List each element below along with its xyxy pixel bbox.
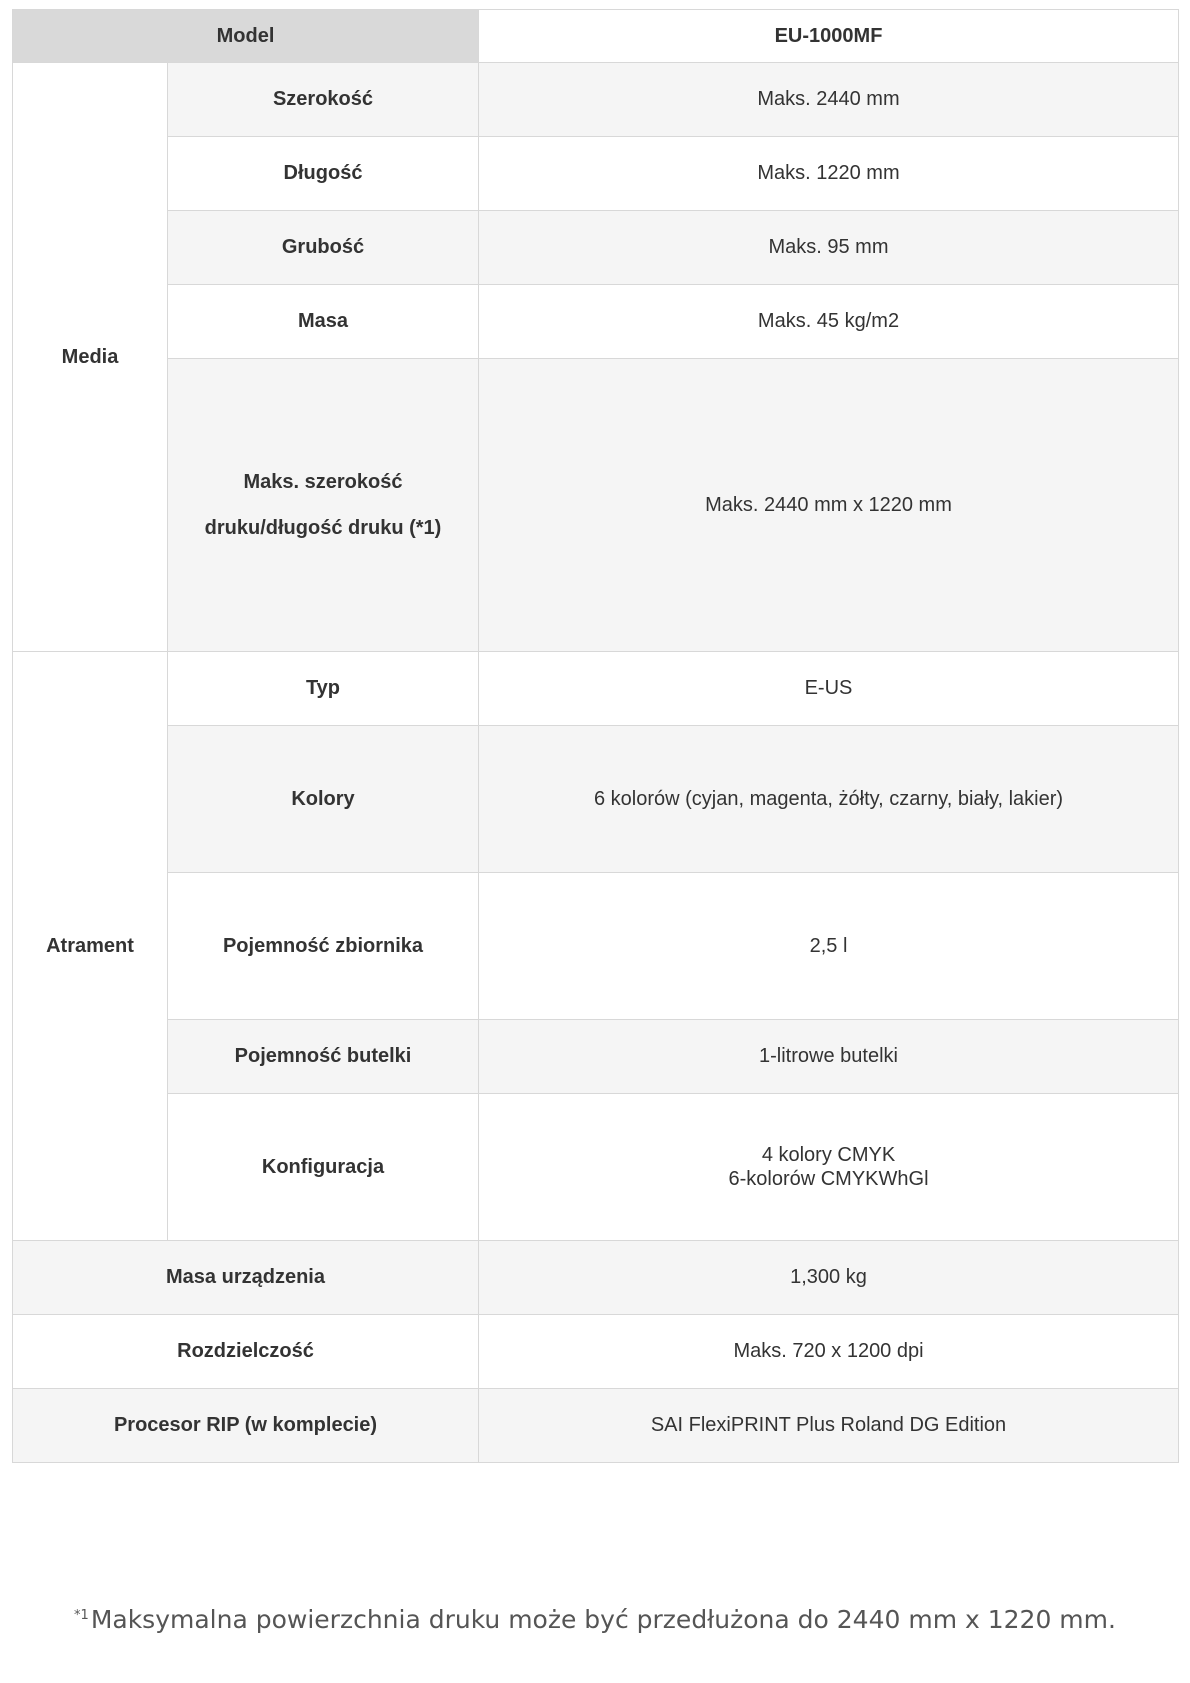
table-row [13,285,1179,359]
table-row [13,873,1179,1020]
footnote-text: Maksymalna powierzchnia druku może być przedłużona do 2440 mm x 1220 mm. [90,1605,1116,1634]
spec-table [12,9,1179,1463]
table-row [13,726,1179,873]
table-row [13,1315,1179,1389]
row-label: Rozdzielczość [13,1315,479,1389]
table-row [13,1020,1179,1094]
row-label: Grubość [168,211,479,285]
row-value: 6 kolorów (cyjan, magenta, żółty, czarny, biały, lakier) [479,726,1179,873]
header-row [13,10,1179,63]
group-label-ink: Atrament [13,652,168,1241]
row-label: Masa [168,285,479,359]
row-value: Maks. 95 mm [479,211,1179,285]
row-value: 1-litrowe butelki [479,1020,1179,1094]
row-label: Procesor RIP (w komplecie) [13,1389,479,1463]
header-model-label: Model [13,10,479,63]
row-value: Maks. 45 kg/m2 [479,285,1179,359]
row-label: Konfiguracja [168,1094,479,1241]
row-value: Maks. 1220 mm [479,137,1179,211]
row-label-print-size [168,359,479,652]
row-label: Pojemność butelki [168,1020,479,1094]
row-value: E-US [479,652,1179,726]
group-label-media: Media [13,63,168,652]
table-row [13,1389,1179,1463]
row-label: Długość [168,137,479,211]
table-row [13,63,1179,137]
table-row [13,1241,1179,1315]
row-value: Maks. 720 x 1200 dpi [479,1315,1179,1389]
table-row [13,359,1179,652]
table-row [13,1094,1179,1241]
table-row [13,137,1179,211]
row-label: Masa urządzenia [13,1241,479,1315]
row-label: Kolory [168,726,479,873]
row-value: Maks. 2440 mm [479,63,1179,137]
row-value: Maks. 2440 mm x 1220 mm [479,359,1179,652]
table-row [13,652,1179,726]
header-model-value: EU-1000MF [479,10,1179,63]
footnote-marker: *1 [74,1608,89,1623]
table-row [13,211,1179,285]
row-value-configuration [479,1094,1179,1241]
row-label: Szerokość [168,63,479,137]
row-label: Pojemność zbiornika [168,873,479,1020]
footnote [0,1605,1190,1634]
row-value: 1,300 kg [479,1241,1179,1315]
row-value-line: 4 kolory CMYK [761,1144,896,1166]
row-label-line: druku/długość druku (*1) [204,517,442,539]
row-label-line: Maks. szerokość [243,471,403,493]
row-value-line: 6-kolorów CMYKWhGl [728,1168,929,1190]
row-label: Typ [168,652,479,726]
row-value: SAI FlexiPRINT Plus Roland DG Edition [479,1389,1179,1463]
row-value: 2,5 l [479,873,1179,1020]
